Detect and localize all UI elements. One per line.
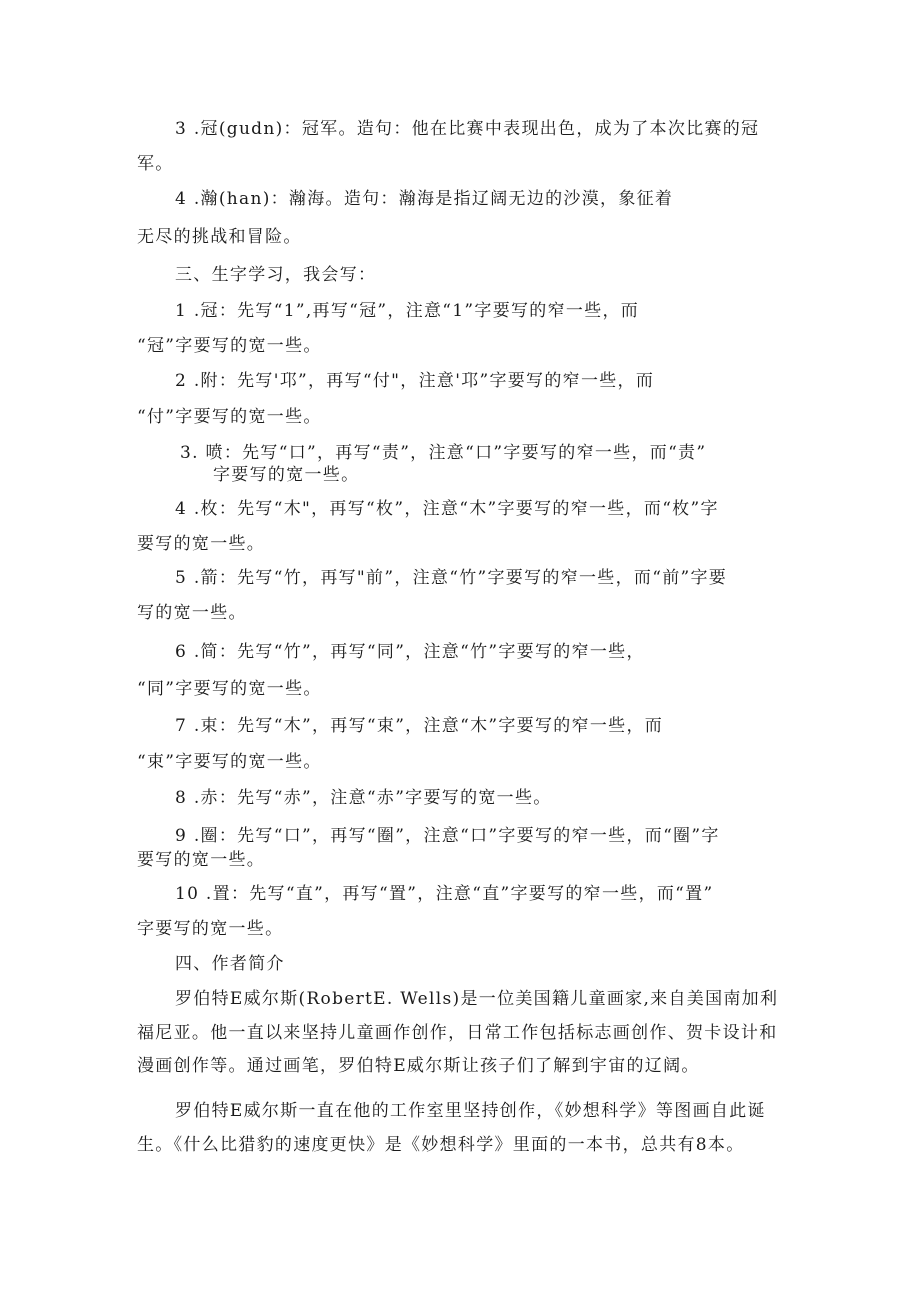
paragraph-line: 7 .束：先写“木”，再写“束”，注意“木”字要写的窄一些，而 [175,716,664,736]
paragraph-line: 要写的宽一些。 [137,534,266,554]
paragraph-line: 字要写的宽一些。 [213,465,360,485]
paragraph-line: “冠”字要写的宽一些。 [137,336,322,356]
paragraph-line: 4 .枚：先写“木"，再写“枚”，注意“木”字要写的窄一些，而“枚”字 [175,499,719,519]
section-heading: 三、生字学习，我会写： [175,265,377,285]
paragraph-line: 3 .冠(gudn)：冠军。造句：他在比赛中表现出色，成为了本次比赛的冠 [175,119,760,139]
paragraph-line: 3. 喷：先写“口”，再写“责”，注意“口”字要写的窄一些，而“责” [180,443,707,463]
paragraph-line: 1 .冠：先写“1”,再写“冠”，注意“1”字要写的窄一些，而 [175,301,640,321]
paragraph-line: 罗伯特E威尔斯(RobertE. Wells)是一位美国籍儿童画家,来自美国南加利 [175,989,779,1009]
paragraph-line: 写的宽一些。 [137,603,247,623]
paragraph-line: “束”字要写的宽一些。 [137,752,322,772]
paragraph-line: 8 .赤：先写“赤”，注意“赤”字要写的宽一些。 [175,788,552,808]
paragraph-line: 10 .置：先写“直”，再写“置”，注意“直”字要写的窄一些，而“置” [175,884,714,904]
paragraph-line: 6 .简：先写“竹”，再写“同”，注意“竹”字要写的窄一些， [175,642,645,662]
paragraph-line: “付”字要写的宽一些。 [137,407,322,427]
paragraph-line: “同”字要写的宽一些。 [137,679,322,699]
paragraph-line: 生。《什么比猎豹的速度更快》是《妙想科学》里面的一本书，总共有8本。 [137,1135,745,1155]
paragraph-line: 福尼亚。他一直以来坚持儿童画作创作，日常工作包括标志画创作、贺卡设计和 [137,1023,778,1043]
paragraph-line: 5 .箭：先写“竹，再写"前”，注意“竹”字要写的窄一些，而“前”字要 [175,568,728,588]
paragraph-line: 4 .瀚(han)：瀚海。造句：瀚海是指辽阔无边的沙漠，象征着 [175,189,674,209]
section-heading: 四、作者简介 [175,954,285,974]
paragraph-line: 无尽的挑战和冒险。 [137,227,302,247]
paragraph-line: 字要写的宽一些。 [137,919,284,939]
paragraph-line: 要写的宽一些。 [137,850,266,870]
paragraph-line: 罗伯特E威尔斯一直在他的工作室里坚持创作，《妙想科学》等图画自此诞 [175,1101,766,1121]
paragraph-line: 军。 [137,154,174,174]
paragraph-line: 9 .圈：先写“口”，再写“圈”，注意“口”字要写的窄一些，而“圈”字 [175,826,720,846]
paragraph-line: 2 .附：先写'邛”，再写“付"，注意'邛”字要写的窄一些，而 [175,371,655,391]
paragraph-line: 漫画创作等。通过画笔，罗伯特E威尔斯让孩子们了解到宇宙的辽阔。 [137,1056,700,1076]
